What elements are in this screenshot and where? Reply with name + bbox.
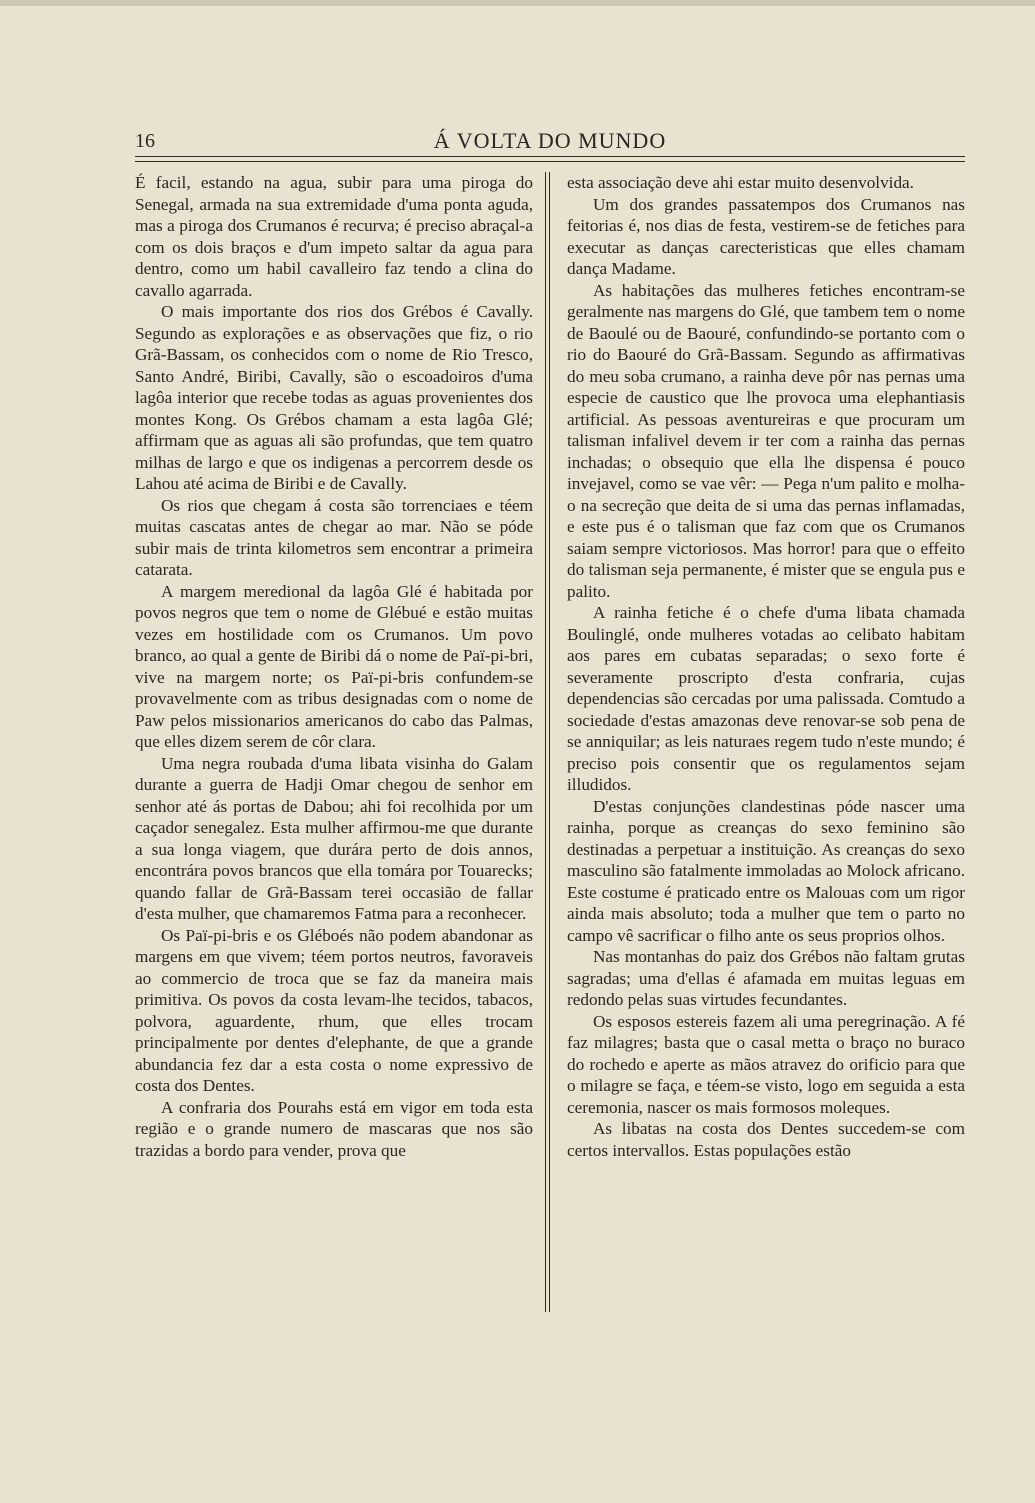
- paragraph: É facil, estando na agua, subir para uma piroga do Senegal, armada na sua extremidade d'uma ponta aguda, mas a piroga dos Crumanos é recurva; é preciso abraçal-a com os dois braços e d'um impeto saltar da agua para dentro, como um habil cavalleiro faz tendo a clina do cavallo agarrada.: [135, 173, 533, 300]
- paragraph: Os Paï-pi-bris e os Gléboés não podem abandonar as margens em que vivem; téem portos neutros, favoraveis ao commercio de troca que se faz da maneira mais primitiva. Os povos da costa levam-lhe tecidos, tabacos, polvora, aguardente, rhum, que elles trocam principalmente por dentes d'elephante, de que a grande abundancia fez dar a esta costa o nome expressivo de costa dos Dentes.: [135, 925, 533, 1095]
- paragraph: Os esposos estereis fazem ali uma peregrinação. A fé faz milagres; basta que o casal metta o braço no buraco do rochedo e aperte as mãos atravez do orificio para que o milagre se faça, e téem-se visto, logo em seguida a esta ceremonia, nascer os mais formosos moleques.: [567, 1011, 965, 1117]
- page-top-edge: [0, 0, 1035, 6]
- right-column: [567, 172, 965, 1342]
- running-title: Á VOLTA DO MUNDO: [433, 128, 667, 153]
- paragraph: A margem meredional da lagôa Glé é habitada por povos negros que tem o nome de Glébué e estão muitas vezes em hostilidade com os Crumanos. Um povo branco, ao qual a gente de Biribi dá o nome de Paï-pi-bri, vive na margem norte; os Paï-pi-bris confundem-se provavelmente com as tribus designadas com o nome de Paw pelos missionarios americanos do cabo das Palmas, que elles dizem serem de côr clara.: [135, 581, 533, 751]
- page-header: [135, 126, 965, 154]
- header-rule-bottom: [135, 161, 965, 162]
- column-divider: [545, 172, 546, 1312]
- paragraph: As libatas na costa dos Dentes succedem-se com certos intervallos. Estas populações estão: [567, 1119, 965, 1160]
- paragraph: A confraria dos Pourahs está em vigor em toda esta região e o grande numero de mascaras que nos são trazidas a bordo para vender, prova que: [135, 1097, 533, 1160]
- header-rule-top: [135, 156, 965, 157]
- paragraph: A rainha fetiche é o chefe d'uma libata chamada Boulinglé, onde mulheres votadas ao celibato habitam aos pares em cubatas separadas; o sexo forte é severamente proscripto d'esta confraria, cujas dependencias são cercadas por uma palissada. Comtudo a sociedade d'estas amazonas deve renovar-se sob pena de se anniquilar; as leis naturaes regem tudo n'este mundo; é preciso pois consentir que os regulamentos sejam illudidos.: [567, 603, 965, 794]
- paragraph: Um dos grandes passatempos dos Crumanos nas feitorias é, nos dias de festa, vestirem-se de fetiches para executar as danças carecteristicas que elles chamam dança Madame.: [567, 194, 965, 278]
- page-number: 16: [135, 130, 155, 152]
- paragraph: O mais importante dos rios dos Grébos é Cavally. Segundo as explorações e as observações que fiz, o rio Grã-Bassam, os conhecidos com o nome de Rio Tresco, Santo André, Biribi, Cavally, são o escoadoiros d'uma lagôa interior que recebe todas as aguas provenientes dos montes Kong. Os Grébos chamam a esta lagôa Glé; affirmam que as aguas ali são profundas, que tem quatro milhas de largo e que os indigenas a percorrem desde os Lahou até acima de Biribi e de Cavally.: [135, 302, 533, 493]
- paragraph: esta associação deve ahi estar muito desenvolvida.: [567, 173, 914, 192]
- paragraph: As habitações das mulheres fetiches encontram-se geralmente nas margens do Glé, que tambem tem o nome de Baoulé ou de Baouré, confundindo-se portanto com o rio do Baouré do Grã-Bassam. Segundo as affirmativas do meu soba crumano, a rainha deve pôr nas pernas uma especie de caustico que lhe provoca uma elephantiasis artificial. As pessoas aventureiras e que procuram um talisman infalivel devem ir ter com a rainha das pernas inchadas; o obsequio que ella lhe dispensa é pouco invejavel, como se vae vêr: — Pega n'um palito e molha-o na secreção que deita de si uma das pernas inflamadas, e este pus é o talisman que faz com que os Crumanos saiam sempre victoriosos. Mas horror! para que o effeito do talisman seja permanente, é mister que se engula pus e palito.: [567, 280, 965, 601]
- paragraph: D'estas conjunções clandestinas póde nascer uma rainha, porque as creanças do sexo feminino são destinadas a perpetuar a instituição. As creanças do sexo masculino são fatalmente immoladas ao Molock africano. Este costume é praticado entre os Malouas com um rigor ainda mais absoluto; toda a mulher que tem o parto no campo vê sacrificar o filho ante os seus proprios olhos.: [567, 796, 965, 945]
- column-divider: [549, 172, 550, 1312]
- paragraph: Nas montanhas do paiz dos Grébos não faltam grutas sagradas; uma d'ellas é afamada em muitas leguas em redondo pelas suas virtudes fecundantes.: [567, 947, 965, 1009]
- paragraph: Uma negra roubada d'uma libata visinha do Galam durante a guerra de Hadji Omar chegou de senhor em senhor até ás portas de Dabou; ahi foi recolhida por um caçador senegalez. Esta mulher affirmou-me que durante a sua longa viagem, que durára perto de dois annos, encontrára povos brancos que ella tomára por Touarecks; quando fallar de Grã-Bassam terei occasião de fallar d'esta mulher, que chamaremos Fatma para a reconhecer.: [135, 753, 533, 923]
- left-column: [135, 172, 533, 1342]
- paragraph: Os rios que chegam á costa são torrenciaes e téem muitas cascatas antes de chegar ao mar. Não se póde subir mais de trinta kilometros sem encontrar a primeira catarata.: [135, 495, 533, 579]
